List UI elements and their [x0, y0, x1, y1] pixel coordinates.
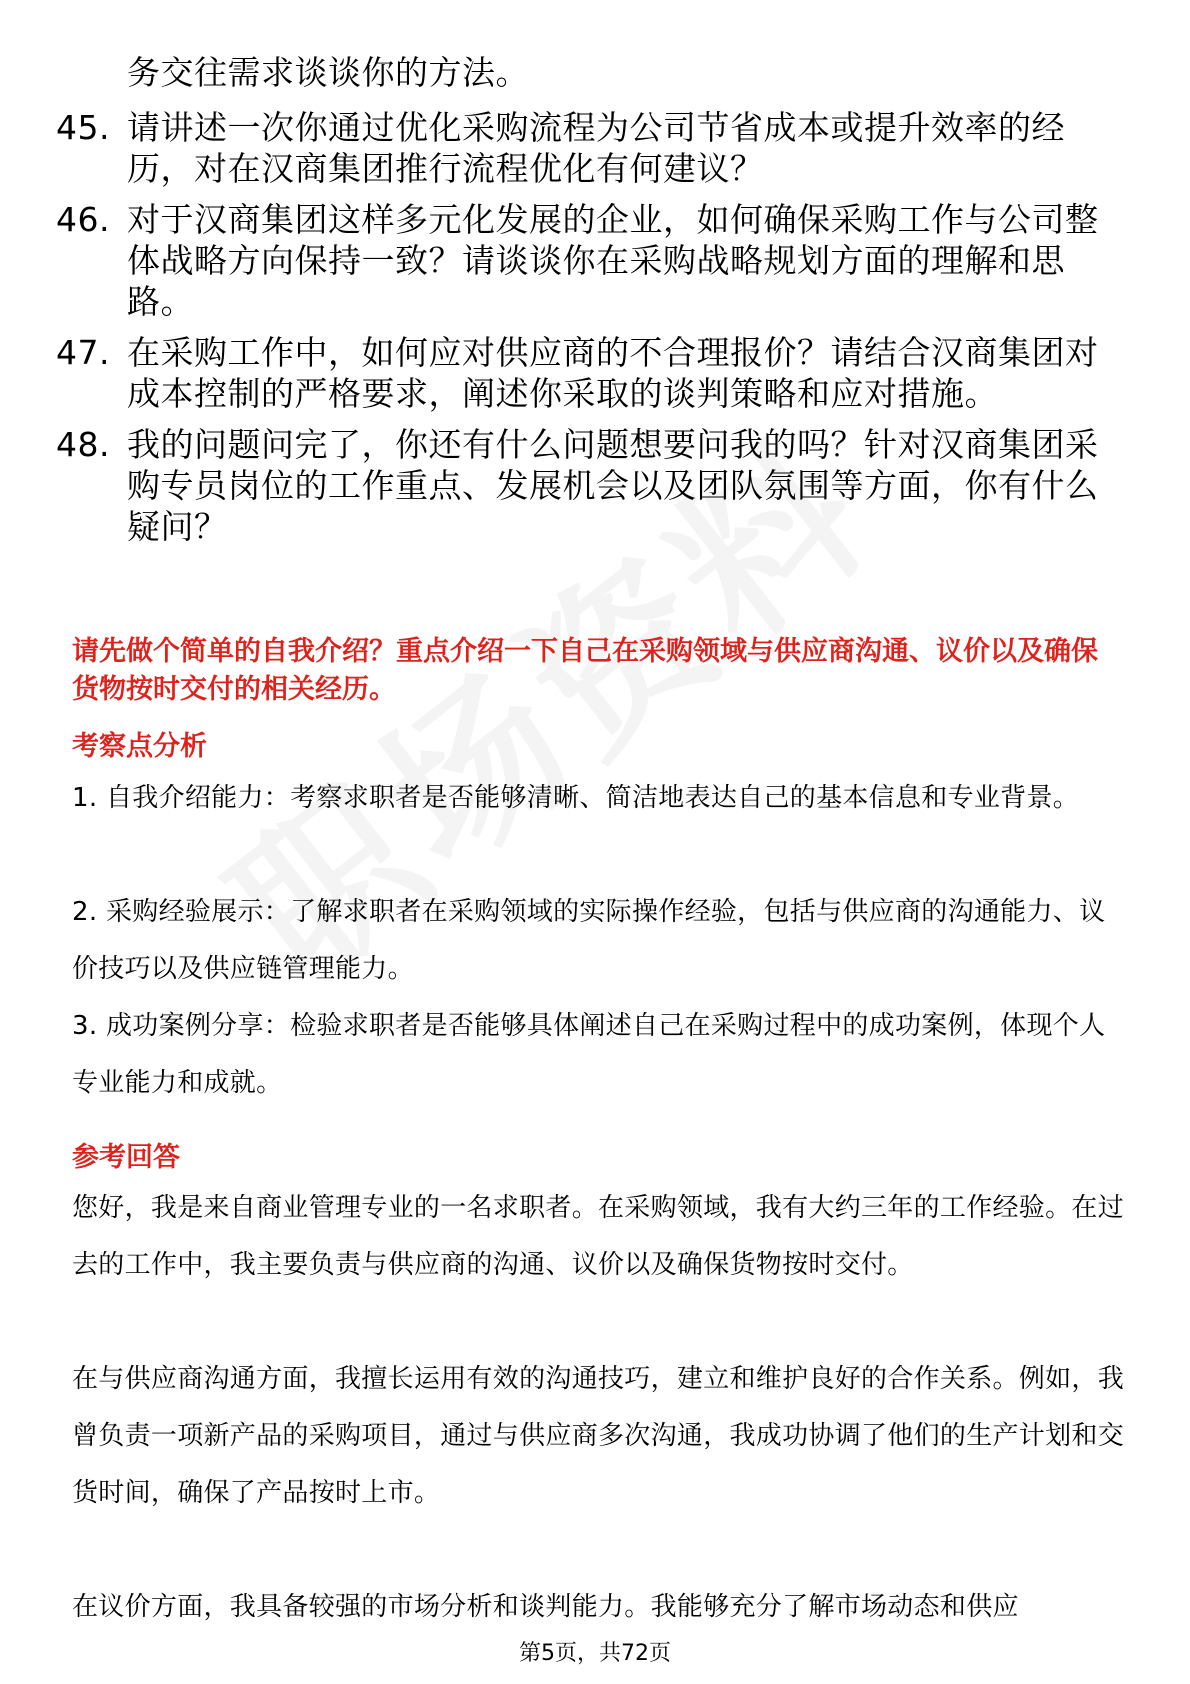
featured-question-heading: 请先做个简单的自我介绍？重点介绍一下自己在采购领域与供应商沟通、议价以及确保货物按时交付的相关经历。 [72, 636, 1098, 705]
question-number: 48. [56, 425, 110, 464]
answer-paragraph: 在与供应商沟通方面，我擅长运用有效的沟通技巧，建立和维护良好的合作关系。例如，我曾负责一项新产品的采购项目，通过与供应商多次沟通，我成功协调了他们的生产计划和交货时间，确保了产品按时上市。 [72, 1364, 1125, 1508]
answer-paragraph: 在议价方面，我具备较强的市场分析和谈判能力。我能够充分了解市场动态和供应 [72, 1592, 1019, 1622]
question-text: 对于汉商集团这样多元化发展的企业，如何确保采购工作与公司整体战略方向保持一致？请谈谈你在采购战略规划方面的理解和思路。 [127, 200, 1099, 321]
question-number: 46. [56, 200, 110, 239]
question-text: 我的问题问完了，你还有什么问题想要问我的吗？针对汉商集团采购专员岗位的工作重点、发展机会以及团队氛围等方面，你有什么疑问？ [127, 425, 1099, 546]
question-item [0, 199, 1107, 322]
question-item [0, 424, 1107, 547]
question-text: 请讲述一次你通过优化采购流程为公司节省成本或提升效率的经历，对在汉商集团推行流程优化有何建议？ [127, 108, 1065, 188]
question-text: 在采购工作中，如何应对供应商的不合理报价？请结合汉商集团对成本控制的严格要求，阐述你采取的谈判策略和应对措施。 [127, 333, 1099, 413]
question-text: 务交往需求谈谈你的方法。 [127, 53, 529, 92]
answer-paragraph: 您好，我是来自商业管理专业的一名求职者。在采购领域，我有大约三年的工作经验。在过去的工作中，我主要负责与供应商的沟通、议价以及确保货物按时交付。 [72, 1193, 1125, 1280]
answer-title: 参考回答 [72, 1142, 180, 1173]
analysis-point: 3. 成功案例分享：检验求职者是否能够具体阐述自己在采购过程中的成功案例，体现个人专业能力和成就。 [72, 1011, 1106, 1098]
analysis-title: 考察点分析 [72, 731, 207, 762]
question-continuation [0, 52, 1107, 93]
question-number: 47. [56, 333, 110, 372]
question-item [0, 332, 1107, 414]
question-item [0, 107, 1107, 189]
page-footer: 第5页，共72页 [519, 1641, 671, 1666]
analysis-point: 2. 采购经验展示：了解求职者在采购领域的实际操作经验，包括与供应商的沟通能力、议价技巧以及供应链管理能力。 [72, 897, 1106, 984]
question-list [0, 52, 1190, 557]
question-number: 45. [56, 108, 110, 147]
analysis-point: 1. 自我介绍能力：考察求职者是否能够清晰、简洁地表达自己的基本信息和专业背景。 [72, 783, 1080, 813]
